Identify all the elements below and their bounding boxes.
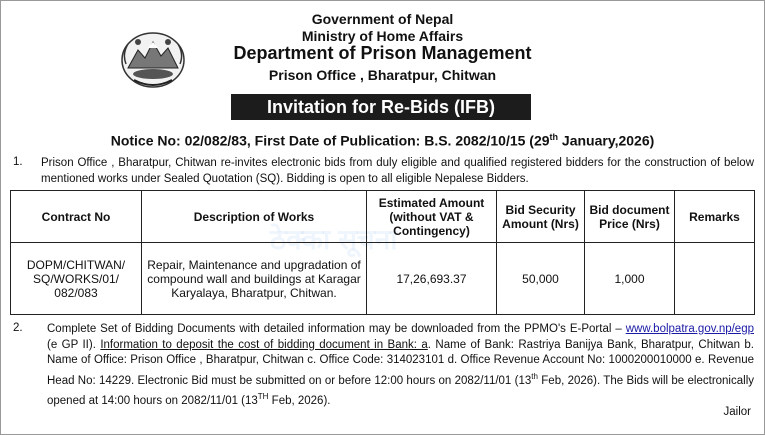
para1-number: 1.	[13, 156, 23, 168]
header-government: Government of Nepal	[311, 11, 454, 27]
ifb-banner: Invitation for Re-Bids (IFB)	[231, 94, 531, 120]
col-header-doc-price: Bid document Price (Nrs)	[585, 191, 675, 243]
col-header-security: Bid Security Amount (Nrs)	[497, 191, 585, 243]
col-header-description: Description of Works	[142, 191, 367, 243]
para1-text: Prison Office , Bharatpur, Chitwan re-invites electronic bids from duly eligible and qualified registered bidders for the construction of below mentioned works under Sealed Quotation (SQ). Bidding is open to all eligible Nepalese Bidders.	[41, 157, 754, 185]
bolpatra-link[interactable]: www.bolpatra.gov.np/egp	[625, 323, 754, 335]
table-header-row	[11, 191, 755, 243]
cell-description: Repair, Maintenance and upgradation of compound wall and buildings at Karagar Karyalaya, Bharatpur, Chitwan.	[142, 243, 367, 315]
col-header-estimate: Estimated Amount (without VAT & Contingency)	[367, 191, 497, 243]
bids-table	[10, 190, 755, 315]
watermark: ठेक्का सूचना	[270, 224, 398, 255]
header-office: Prison Office , Bharatpur, Chitwan	[268, 67, 497, 83]
para2-number: 2.	[13, 322, 23, 334]
header-department: Department of Prison Management	[233, 43, 532, 63]
cell-doc-price: 1,000	[585, 243, 675, 315]
signature-jailor: Jailor	[723, 406, 751, 418]
cell-remarks	[675, 243, 755, 315]
cell-contract-no: DOPM/CHITWAN/ SQ/WORKS/01/ 082/083	[11, 243, 142, 315]
header-ministry: Ministry of Home Affairs	[301, 28, 464, 44]
para2-text: Complete Set of Bidding Documents with detailed information may be downloaded from the PPMO's E-Portal – www.bolpatra.gov.np/egp (e GP II). Information to deposit the cost of bidding document in Bank: a. Name of Bank: Rastriya Banijya Bank, Bharatpur, Chitwan b. Name of Office: Prison Office , Bharatpur, Chitwan c. Office Code: 314023101 d. Office Revenue Account No: 1000200010000 e. Revenue Head No: 14229. Electronic Bid must be submitted on or before 12:00 hours on 2082/11/01 (13th Feb, 2026). The Bids will be electronically opened at 14:00 hours on 2082/11/01 (13TH Feb, 2026).	[47, 323, 754, 407]
notice-line: Notice No: 02/082/83, First Date of Publication: B.S. 2082/10/15 (29th January,2026)	[110, 132, 655, 149]
cell-estimate: 17,26,693.37	[367, 243, 497, 315]
table-row	[11, 243, 755, 315]
col-header-remarks: Remarks	[675, 191, 755, 243]
cell-security: 50,000	[497, 243, 585, 315]
col-header-contract: Contract No	[11, 191, 142, 243]
